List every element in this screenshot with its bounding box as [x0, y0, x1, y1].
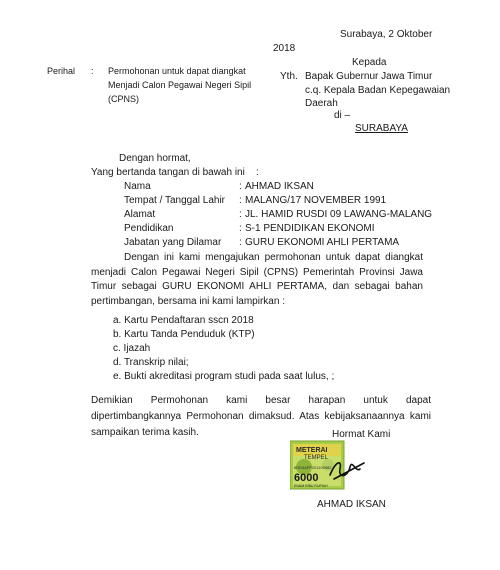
stamp-code: 8DD4AFF201109982 — [294, 465, 332, 470]
field-label-pendidikan: Pendidikan — [124, 223, 174, 234]
field-value-nama: AHMAD IKSAN — [245, 181, 314, 192]
field-colon: : — [239, 195, 242, 206]
field-colon: : — [239, 181, 242, 192]
field-value-jabatan: GURU EKONOMI AHLI PERTAMA — [245, 237, 400, 248]
field-value-pendidikan: S-1 PENDIDIKAN EKONOMI — [245, 223, 375, 234]
attachment-item: a. Kartu Pendaftaran sscn 2018 — [113, 315, 254, 326]
kepada-label: Kepada — [352, 57, 387, 68]
stamp-label: METERAI — [296, 447, 328, 454]
request-paragraph: Dengan ini kami mengajukan permohonan untuk dapat diangkat menjadi Calon Pegawai Negeri Sipil (CPNS) Pemerintah Provinsi Jawa Timur sebagai GURU EKONOMI AHLI PERTAMA, dan sebagai bahan pertimbangan, bersama ini kami lampirkan : — [91, 252, 423, 307]
addressee-line-1: Bapak Gubernur Jawa Timur — [305, 71, 433, 82]
attachment-item: c. Ijazah — [113, 343, 151, 354]
attachment-item: b. Kartu Tanda Penduduk (KTP) — [113, 329, 255, 340]
yth-label: Yth. — [280, 71, 298, 82]
field-label-jabatan: Jabatan yang Dilamar — [124, 237, 222, 248]
stamp-value: 6000 — [294, 472, 319, 484]
revenue-stamp-graphic — [290, 439, 370, 491]
intro-line: Yang bertanda tangan di bawah ini — [91, 167, 245, 178]
perihal-line-2: Menjadi Calon Pegawai Negeri Sipil — [108, 80, 252, 90]
stamp-label-2: TEMPEL — [304, 455, 329, 461]
field-colon: : — [239, 237, 242, 248]
addressee-city: SURABAYA — [355, 123, 408, 134]
field-value-alamat: JL. HAMID RUSDI 09 LAWANG-MALANG — [245, 209, 433, 220]
field-label-ttl: Tempat / Tanggal Lahir — [124, 195, 225, 206]
stamp-value-words: ENAM RIBU RUPIAH — [294, 484, 328, 488]
field-label-alamat: Alamat — [124, 209, 156, 220]
closing-paragraph: Demikian Permohonan kami besar harapan untuk dapat dipertimbangkannya Permohonan dimaksud. Atas kebijaksanaannya kami sampaikan terima kasih. — [91, 395, 431, 438]
letter-date: Surabaya, 2 Oktober — [340, 29, 433, 40]
addressee-di: di – — [334, 110, 351, 121]
perihal-line-1: Permohonan untuk dapat diangkat — [108, 66, 246, 76]
field-colon: : — [239, 223, 242, 234]
perihal-label: Perihal — [47, 66, 76, 76]
addressee-line-2: c.q. Kepala Badan Kepegawaian — [305, 85, 451, 96]
attachment-item: e. Bukti akreditasi program studi pada saat lulus, ; — [113, 371, 335, 382]
attachment-item: d. Transkrip nilai; — [113, 357, 189, 368]
greeting: Dengan hormat, — [119, 153, 191, 164]
letter-date-year: 2018 — [273, 43, 296, 54]
field-colon: : — [239, 209, 242, 220]
perihal-line-3: (CPNS) — [108, 94, 139, 104]
signer-name: AHMAD IKSAN — [317, 499, 386, 510]
perihal-colon: : — [91, 66, 94, 76]
field-label-nama: Nama — [124, 181, 151, 192]
signature-regards: Hormat Kami — [332, 429, 391, 440]
addressee-line-3: Daerah — [305, 98, 338, 109]
field-value-ttl: MALANG/17 NOVEMBER 1991 — [245, 195, 387, 206]
revenue-stamp — [290, 439, 370, 491]
intro-colon: : — [256, 167, 259, 178]
